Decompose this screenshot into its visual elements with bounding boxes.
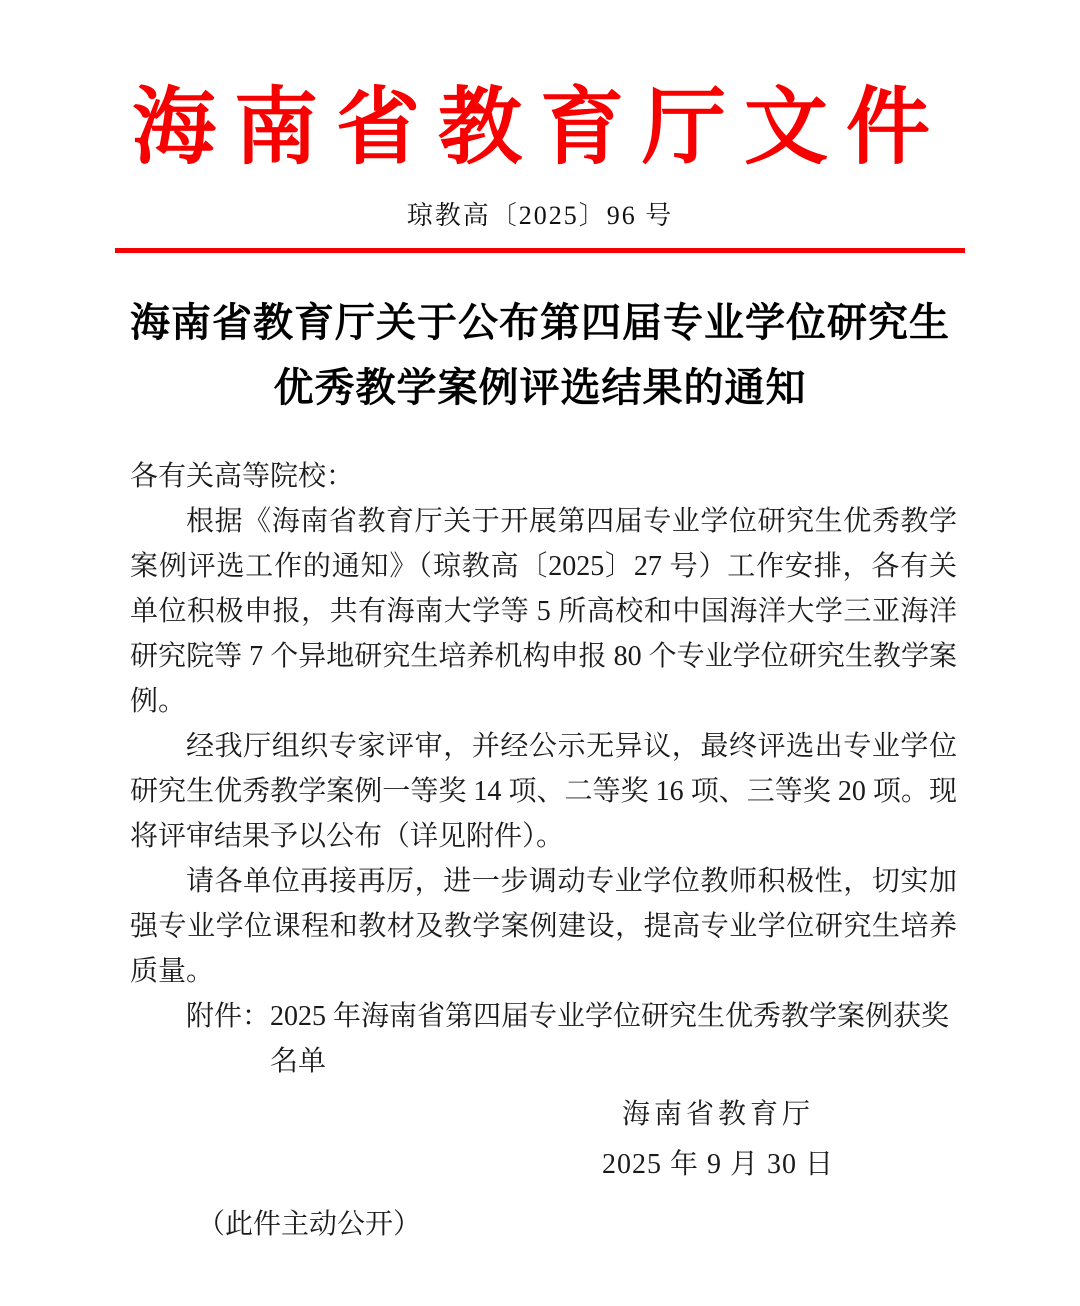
attachment-label: 附件： <box>186 1001 271 1033</box>
document-letterhead <box>0 80 1080 253</box>
document-body <box>0 291 1080 1246</box>
attachment-title: 2025 年海南省第四届专业学位研究生优秀教学案例获奖名单 <box>270 1001 950 1078</box>
paragraph-2: 经我厅组织专家评审，并经公示无异议，最终评选出专业学位研究生优秀教学案例一等奖 14 项、二等奖 16 项、三等奖 20 项。现将评审结果予以公布（详见附件）。 <box>130 731 957 853</box>
salutation: 各有关高等院校： <box>130 461 355 493</box>
paragraph-1: 根据《海南省教育厅关于开展第四届专业学位研究生优秀教学案例评选工作的通知》（琼教高〔2025〕27 号）工作安排，各有关单位积极申报，共有海南大学等 5 所高校和中国海洋大学三亚海洋研究院等 7 个异地研究生培养机构申报 80 个专业学位研究生教学案例。 <box>130 506 957 718</box>
document-number: 琼教高〔2025〕96 号 <box>406 201 674 230</box>
notice-text-block <box>130 454 957 1084</box>
notice-title-line-2: 优秀教学案例评选结果的通知 <box>273 366 807 410</box>
attachment-line <box>130 994 957 1084</box>
red-divider-line <box>115 248 965 253</box>
notice-title <box>0 291 1080 421</box>
official-document-page <box>0 80 1080 1306</box>
signature-block <box>578 1090 858 1190</box>
issue-date: 2025 年 9 月 30 日 <box>601 1149 834 1181</box>
disclosure-note: （此件主动公开） <box>197 1209 422 1241</box>
issuing-agency: 海南省教育厅 <box>621 1099 814 1131</box>
paragraph-3: 请各单位再接再厉，进一步调动专业学位教师积极性，切实加强专业学位课程和教材及教学案例建设，提高专业学位研究生培养质量。 <box>130 866 957 988</box>
notice-title-line-1: 海南省教育厅关于公布第四届专业学位研究生 <box>130 301 950 345</box>
agency-title: 海南省教育厅文件 <box>131 80 948 174</box>
